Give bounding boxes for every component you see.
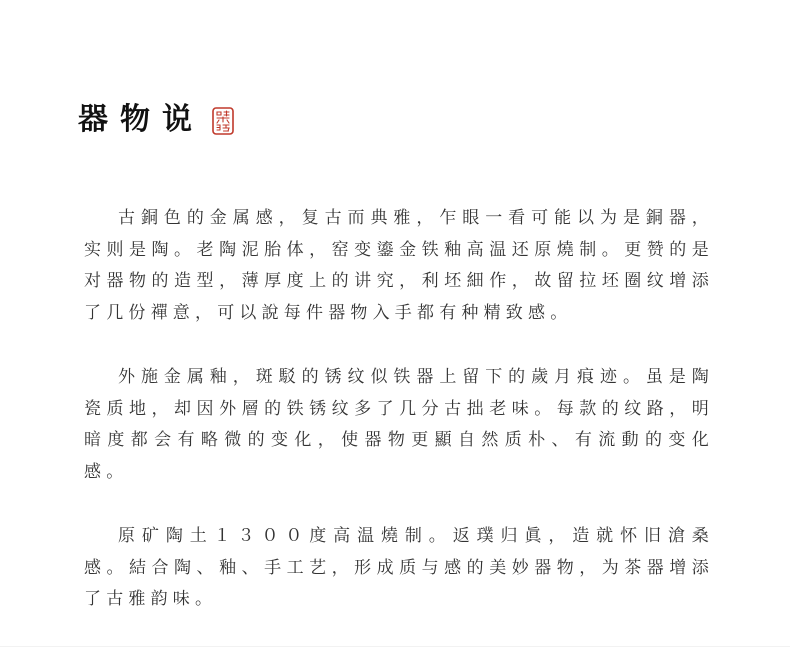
paragraph-2: 外施金属釉，斑駁的锈纹似铁器上留下的歲月痕迹。虽是陶瓷质地，却因外層的铁锈纹多了几分古拙老味。每款的纹路，明暗度都会有略微的变化，使器物更顯自然质朴、有流動的变化感。 (84, 367, 714, 482)
seal-stamp-icon (212, 107, 234, 135)
paragraph-1: 古銅色的金属感，复古而典雅，乍眼一看可能以为是銅器，实则是陶。老陶泥胎体，窑变鎏金铁釉高温还原燒制。更赞的是对器物的造型，薄厚度上的讲究，利坯細作，故留拉坯圈纹增添了几份禪意，可以說每件器物入手都有种精致感。 (84, 208, 714, 323)
section-header (78, 98, 234, 142)
article-body (84, 203, 714, 616)
bottom-divider (0, 646, 790, 647)
paragraph-3: 原矿陶土１３００度高温燒制。返璞归眞，造就怀旧滄桑感。結合陶、釉、手工艺，形成质与感的美妙器物，为茶器增添了古雅韵味。 (84, 526, 714, 609)
section-title: 器物说 (78, 102, 204, 137)
